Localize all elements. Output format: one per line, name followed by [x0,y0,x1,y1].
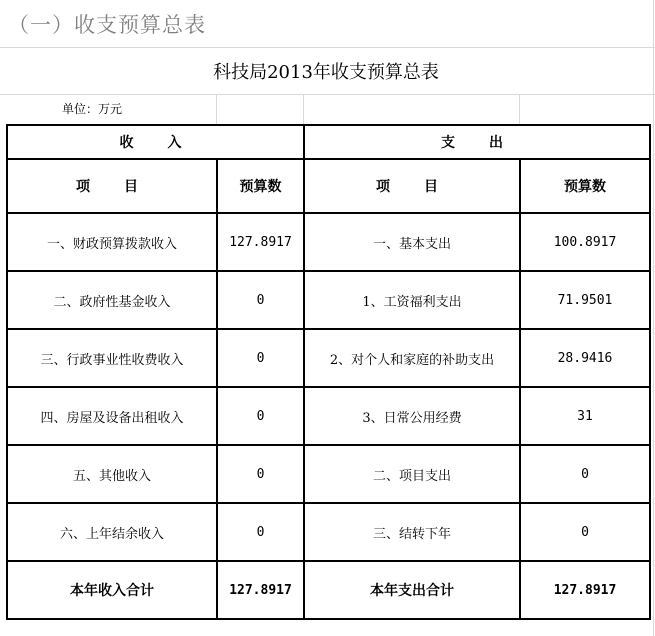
expense-item-header: 项 目 [304,159,520,213]
income-item-header: 项 目 [7,159,217,213]
income-amount-cell: 0 [217,445,304,503]
income-total-amount: 127.8917 [217,561,304,619]
expense-amount-cell: 71.9501 [520,271,650,329]
income-item-cell: 二、政府性基金收入 [7,271,217,329]
gridline [216,94,217,124]
expense-amount-cell: 0 [520,503,650,561]
totals-row [7,561,650,619]
income-amount-cell: 0 [217,503,304,561]
table-row [7,387,650,445]
expense-item-cell: 2、对个人和家庭的补助支出 [304,329,520,387]
sheet-heading: （一）收支预算总表 [8,13,206,37]
expense-section-header: 支 出 [304,125,650,159]
expense-total-amount: 127.8917 [520,561,650,619]
expense-item-cell: 二、项目支出 [304,445,520,503]
income-amount-cell: 127.8917 [217,213,304,271]
expense-amount-cell: 0 [520,445,650,503]
expense-item-cell: 一、基本支出 [304,213,520,271]
income-item-cell: 五、其他收入 [7,445,217,503]
expense-total-label: 本年支出合计 [304,561,520,619]
gridline [0,47,655,48]
budget-table [6,124,651,620]
expense-amount-cell: 31 [520,387,650,445]
income-item-cell: 四、房屋及设备出租收入 [7,387,217,445]
expense-item-cell: 三、结转下年 [304,503,520,561]
expense-item-cell: 1、工资福利支出 [304,271,520,329]
income-item-cell: 一、财政预算拨款收入 [7,213,217,271]
gridline [303,94,304,124]
income-item-cell: 三、行政事业性收费收入 [7,329,217,387]
expense-amount-cell: 28.9416 [520,329,650,387]
table-row [7,329,650,387]
table-title: 科技局2013年收支预算总表 [213,62,439,83]
income-amount-header: 预算数 [217,159,304,213]
income-amount-cell: 0 [217,387,304,445]
gridline [0,94,655,95]
section-header-row [7,125,650,159]
expense-item-cell: 3、日常公用经费 [304,387,520,445]
income-section-header: 收 入 [7,125,304,159]
expense-amount-cell: 100.8917 [520,213,650,271]
gridline [519,94,520,124]
unit-label: 单位：万元 [62,102,123,116]
table-row [7,445,650,503]
income-item-cell: 六、上年结余收入 [7,503,217,561]
income-total-label: 本年收入合计 [7,561,217,619]
table-row [7,503,650,561]
column-header-row [7,159,650,213]
expense-amount-header: 预算数 [520,159,650,213]
income-amount-cell: 0 [217,271,304,329]
table-row [7,213,650,271]
gridline [653,0,654,636]
income-amount-cell: 0 [217,329,304,387]
table-row [7,271,650,329]
